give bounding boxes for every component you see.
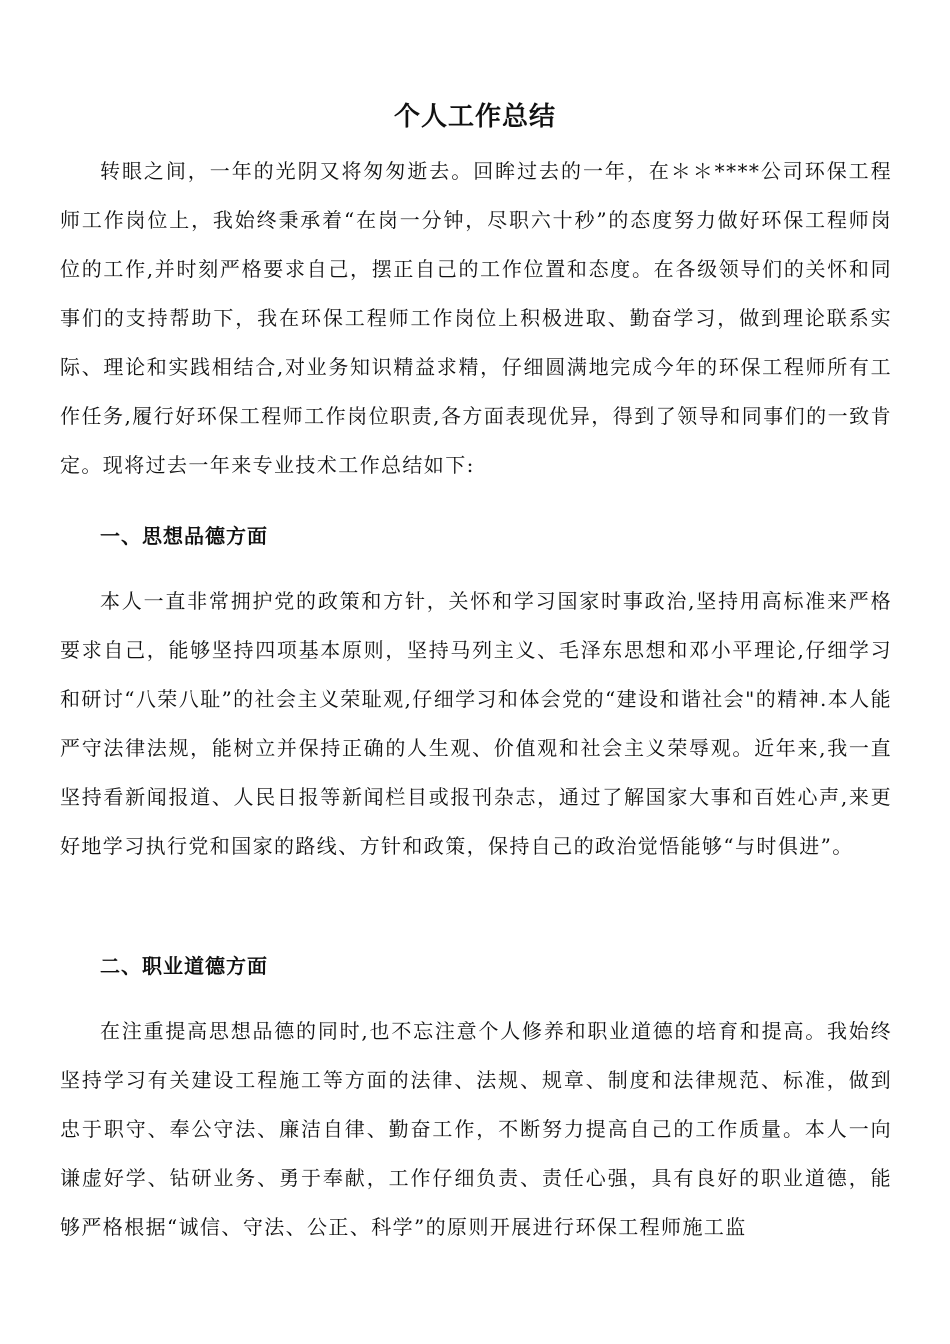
section-body-professional-ethics: 在注重提高思想品德的同时,也不忘注意个人修养和职业道德的培育和提高。我始终坚持学习有关建设工程施工等方面的法律、法规、规章、制度和法律规范、标准，做到忠于职守、奉公守法、廉洁自律、勤奋工作，不断努力提高自己的工作质量。本人一向谦虚好学、钻研业务、勇于奉献，工作仔细负责、责任心强，具有良好的职业道德，能够严格根据“诚信、守法、公正、科学”的原则开展进行环保工程师施工监 (60, 1019, 892, 1239)
document-title: 个人工作总结 (393, 102, 556, 133)
intro-paragraph: 转眼之间，一年的光阴又将匆匆逝去。回眸过去的一年，在＊＊****公司环保工程师工作岗位上，我始终秉承着“在岗一分钟，尽职六十秒”的态度努力做好环保工程师岗位的工作,并时刻严格要求自己，摆正自己的工作位置和态度。在各级领导们的关怀和同事们的支持帮助下，我在环保工程师工作岗位上积极进取、勤奋学习，做到理论联系实际、理论和实践相结合,对业务知识精益求精，仔细圆满地完成今年的环保工程师所有工作任务,履行好环保工程师工作岗位职责,各方面表现优异，得到了领导和同事们的一致肯定。现将过去一年来专业技术工作总结如下: (60, 159, 892, 477)
section-heading-ideology: 一、思想品德方面 (100, 524, 268, 548)
section-body-ideology: 本人一直非常拥护党的政策和方针，关怀和学习国家时事政治,坚持用高标准来严格要求自己，能够坚持四项基本原则，坚持马列主义、毛泽东思想和邓小平理论,仔细学习和研讨“八荣八耻”的社会主义荣耻观,仔细学习和体会党的“建设和谐社会"的精神.本人能严守法律法规，能树立并保持正确的人生观、价值观和社会主义荣辱观。近年来,我一直坚持看新闻报道、人民日报等新闻栏目或报刊杂志，通过了解国家大事和百姓心声,来更好地学习执行党和国家的路线、方针和政策，保持自己的政治觉悟能够“与时俱进”。 (60, 589, 892, 858)
section-heading-professional-ethics: 二、职业道德方面 (100, 954, 268, 978)
